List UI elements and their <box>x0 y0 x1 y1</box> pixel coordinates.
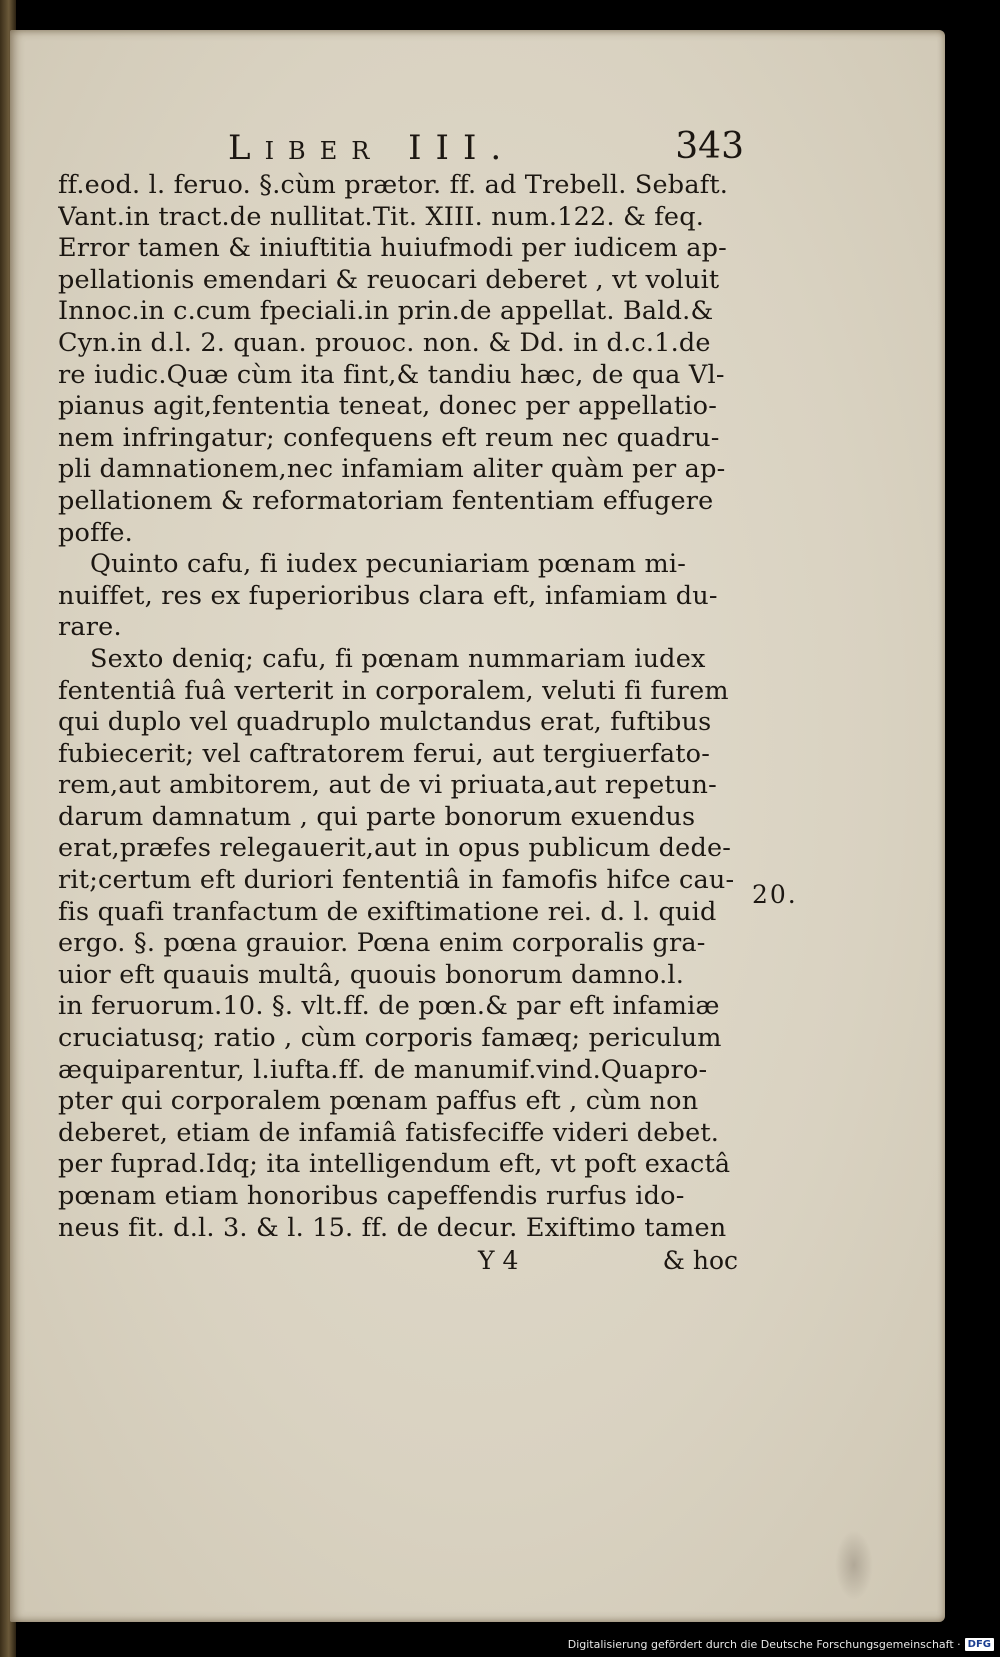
page-footer <box>58 1244 738 1280</box>
text-line: Cyn.in d.l. 2. quan. prouoc. non. & Dd. in d.c.1.de <box>58 327 711 358</box>
text-line: Innoc.in c.cum fpeciali.in prin.de appellat. Bald.& <box>58 296 714 327</box>
digitization-credit <box>568 1638 994 1651</box>
dfg-logo: DFG <box>965 1638 994 1651</box>
text-line: fententiâ fuâ verterit in corporalem, veluti fi furem <box>58 675 729 706</box>
text-line: cruciatusq; ratio , cùm corporis famæq; periculum <box>58 1023 722 1054</box>
credit-text: Digitalisierung gefördert durch die Deutsche Forschungsgemeinschaft · <box>567 1638 961 1651</box>
text-line: per fuprad.Idq; ita intelligendum eft, vt poft exactâ <box>58 1149 731 1180</box>
text-line: darum damnatum , qui parte bonorum exuendus <box>58 801 696 832</box>
text-line: Error tamen & iniuftitia huiufmodi per iudicem ap- <box>58 233 727 264</box>
page-number: 343 <box>675 126 744 167</box>
text-line: pter qui corporalem pœnam paffus eft , cùm non <box>58 1086 699 1117</box>
text-line: rit;certum eft duriori fententiâ in famofis hifce cau- <box>58 865 735 896</box>
text-line: pœnam etiam honoribus capeffendis rurfus ido- <box>58 1181 685 1211</box>
text-line: nuiffet, res ex fuperioribus clara eft, infamiam du- <box>58 580 718 611</box>
text-line: poffe. <box>58 517 133 548</box>
page-header <box>58 110 744 170</box>
book-page <box>10 30 945 1622</box>
text-line: fubiecerit; vel caftratorem ferui, aut tergiuerfato- <box>58 738 711 769</box>
text-line: Sexto deniq; cafu, fi pœnam nummariam iudex <box>90 643 706 674</box>
text-line: pellationis emendari & reuocari deberet , vt voluit <box>58 264 720 295</box>
text-line: erat,præfes relegauerit,aut in opus publicum dede- <box>58 833 732 864</box>
text-line: rem,aut ambitorem, aut de vi priuata,aut repetun- <box>58 770 717 801</box>
text-line: ergo. §. pœna grauior. Pœna enim corporalis gra- <box>58 928 706 959</box>
text-line: re iudic.Quæ cùm ita fint,& tandiu hæc, de qua Vl- <box>58 359 725 390</box>
text-line: rare. <box>58 612 122 643</box>
signature-mark: Y 4 <box>478 1246 519 1276</box>
running-title: Liber III. <box>228 128 516 168</box>
text-line: in feruorum.10. §. vlt.ff. de pœn.& par eft infamiæ <box>58 991 720 1022</box>
catchword: & hoc <box>662 1246 738 1276</box>
text-line: deberet, etiam de infamiâ fatisfeciffe videri debet. <box>58 1117 720 1148</box>
text-line: ff.eod. l. feruo. §.cùm prætor. ff. ad Trebell. Sebaft. <box>58 170 729 200</box>
text-line: pianus agit,fententia teneat, donec per appellatio- <box>58 391 718 422</box>
text-line: nem infringatur; confequens eft reum nec quadru- <box>58 422 720 453</box>
margin-note: 20. <box>752 880 798 909</box>
text-line: pellationem & reformatoriam fententiam effugere <box>58 485 714 516</box>
text-line: uior eft quauis multâ, quouis bonorum damno.l. <box>58 959 685 990</box>
text-line: qui duplo vel quadruplo mulctandus erat, fuftibus <box>58 707 712 738</box>
text-line: neus fit. d.l. 3. & l. 15. ff. de decur. Exiftimo tamen <box>58 1212 727 1243</box>
paper-stain <box>835 1530 873 1600</box>
text-line: pli damnationem,nec infamiam aliter quàm per ap- <box>58 454 726 485</box>
text-line: fis quafi tranfactum de exiftimatione rei. d. l. quid <box>58 896 717 927</box>
text-line: Vant.in tract.de nullitat.Tit. XIII. num.122. & feq. <box>58 201 705 232</box>
body-text <box>58 170 738 1244</box>
text-line: Quinto cafu, fi iudex pecuniariam pœnam mi- <box>90 549 687 580</box>
text-line: æquiparentur, l.iufta.ff. de manumif.vind.Quapro- <box>58 1054 708 1085</box>
text-block <box>58 110 744 1280</box>
